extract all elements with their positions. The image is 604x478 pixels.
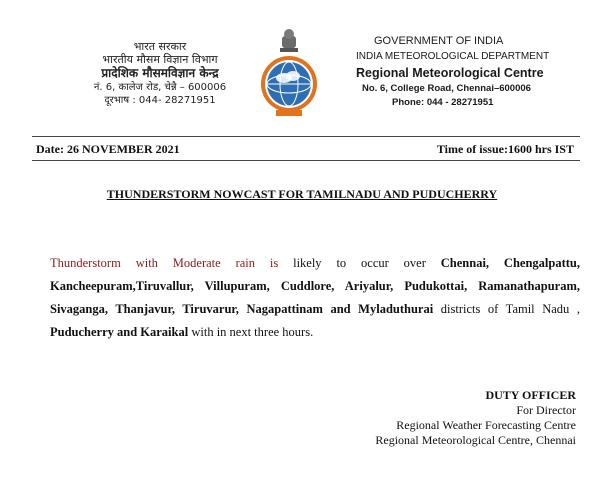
nowcast-title: THUNDERSTORM NOWCAST FOR TAMILNADU AND PUDUCHERRY	[106, 187, 498, 201]
of-tamilnadu: districts of Tamil Nadu ,	[433, 302, 580, 316]
divider-top	[32, 136, 580, 137]
address: No. 6, College Road, Chennai–600006	[362, 83, 531, 94]
header-hindi	[60, 40, 260, 107]
signature-block	[316, 388, 576, 448]
hindi-govt: भारत सरकार	[133, 40, 187, 53]
hindi-phone: दूरभाष : 044- 28271951	[104, 95, 216, 106]
districts-puducherry: Puducherry and Karaikal	[50, 325, 189, 339]
issue-time: Time of issue:1600 hrs IST	[436, 142, 574, 156]
districts-tamilnadu: Chennai, Chengalpattu, Kancheepuram,Tiruvallur, Villupuram, Cuddlore, Ariyalur, Pudukottai, Ramanathapuram, Sivaganga, Thanjavur, Tiruvarur, Nagapattinam and Myladuthurai	[50, 256, 580, 316]
duty-officer: DUTY OFFICER	[485, 388, 576, 402]
header-english	[346, 34, 586, 110]
centre-name: Regional Meteorological Centre	[356, 66, 544, 80]
phenomenon: Thunderstorm with Moderate rain is	[50, 256, 279, 270]
phone: Phone: 044 - 28271951	[392, 97, 494, 108]
for-director: For Director	[516, 403, 576, 417]
rwfc: Regional Weather Forecasting Centre	[396, 418, 576, 432]
hindi-centre: प्रादेशिक मौसमविज्ञान केन्द्र	[101, 66, 219, 80]
hindi-department: भारतीय मौसम विज्ञान विभाग	[102, 53, 218, 66]
nowcast-body	[50, 252, 580, 344]
hindi-address: नं. 6, कालेज रोड, चेन्नै – 600006	[93, 82, 227, 93]
department-name: INDIA METEOROLOGICAL DEPARTMENT	[356, 51, 550, 62]
govt-of-india: GOVERNMENT OF INDIA	[374, 35, 504, 47]
time-frame: with in next three hours.	[188, 325, 314, 339]
date-line	[36, 142, 578, 158]
rmc-chennai: Regional Meteorological Centre, Chennai	[375, 433, 576, 447]
divider-bottom	[32, 160, 580, 161]
issue-date: Date: 26 NOVEMBER 2021	[36, 142, 180, 156]
likely-text: likely to occur over	[278, 256, 441, 270]
imd-emblem-icon	[258, 28, 320, 118]
